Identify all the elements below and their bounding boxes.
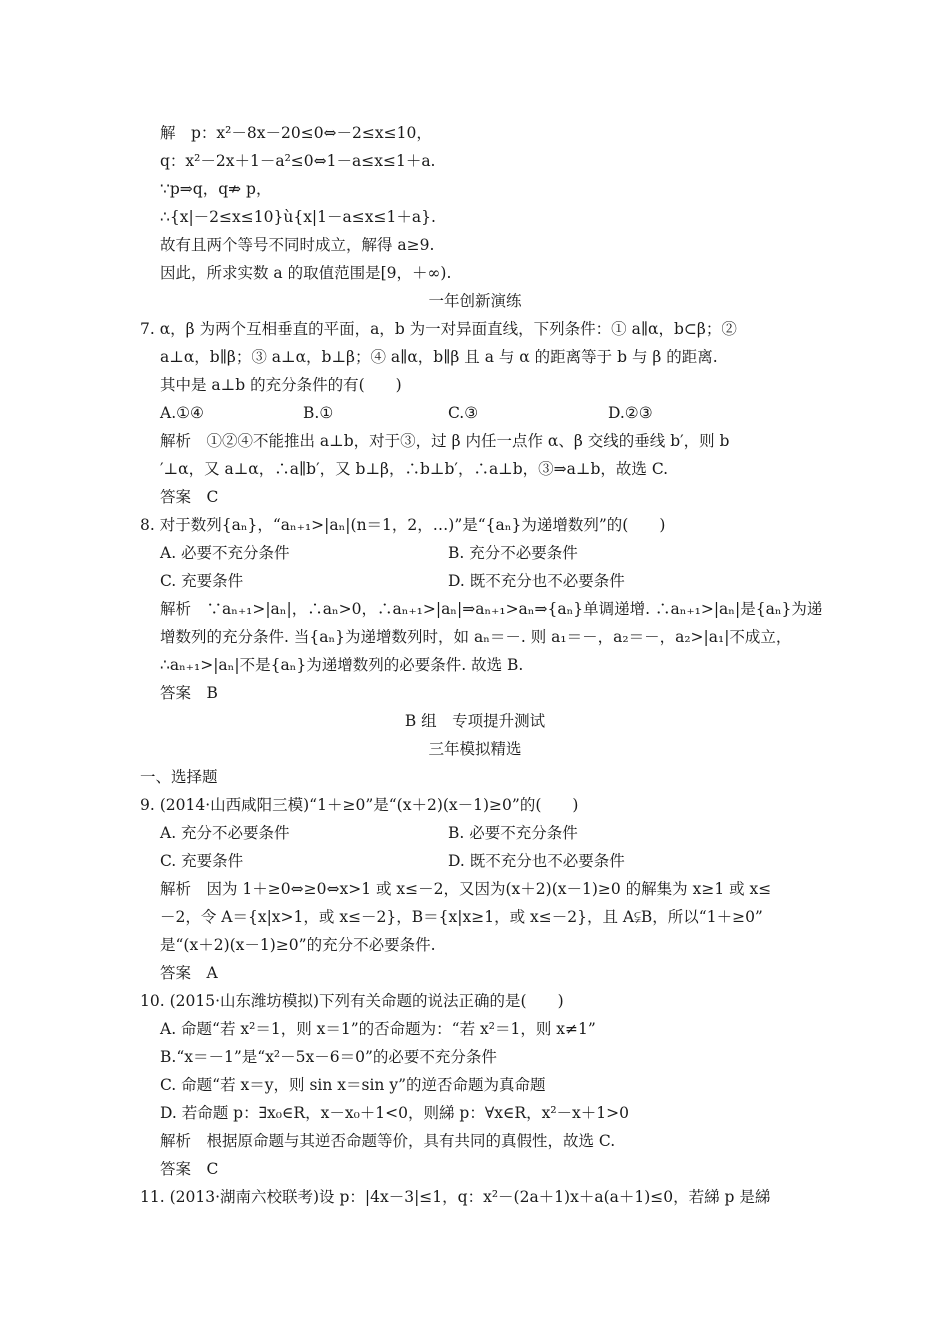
solution-line-result: 故有且两个等号不同时成立，解得 a≥9.: [160, 236, 435, 254]
q10-option-b: B.“x＝－1”是“x²－5x－6＝0”的必要不充分条件: [160, 1048, 497, 1066]
q7-option-d: D.②③: [608, 404, 653, 422]
q9-option-c: C. 充要条件: [160, 852, 244, 870]
q8-option-a: A. 必要不充分条件: [160, 544, 290, 562]
q9-analysis-line-1: 解析 因为 1＋≥0⇔≥0⇔x>1 或 x≤－2，又因为(x＋2)(x－1)≥0 的解集为 x≥1 或 x≤: [160, 880, 772, 898]
solution-line-implication: ∵p⇒q，q⇏ p，: [160, 180, 272, 198]
q8-option-b: B. 充分不必要条件: [448, 544, 578, 562]
q8-option-c: C. 充要条件: [160, 572, 244, 590]
question-7-line-3: 其中是 a⊥b 的充分条件的有( ): [160, 376, 402, 394]
q9-option-a: A. 充分不必要条件: [160, 824, 290, 842]
q7-analysis-line-2: ′⊥α，又 a⊥α，∴a∥b′，又 b⊥β，∴b⊥b′，∴a⊥b，③⇒a⊥b，故选 C.: [160, 460, 669, 478]
q9-analysis-line-3: 是“(x＋2)(x－1)≥0”的充分不必要条件.: [160, 936, 436, 954]
q10-option-c: C. 命题“若 x＝y，则 sin x＝sin y”的逆否命题为真命题: [160, 1076, 546, 1094]
q10-answer: 答案 C: [160, 1160, 219, 1178]
q8-answer: 答案 B: [160, 684, 218, 702]
q10-option-d: D. 若命题 p：∃x₀∈R，x－x₀＋1<0，则綈 p：∀x∈R，x²－x＋1>0: [160, 1104, 629, 1122]
question-11-stem: 11. (2013·湖南六校联考)设 p：|4x－3|≤1，q：x²－(2a＋1)x＋a(a＋1)≤0，若綈 p 是綈: [140, 1188, 771, 1206]
solution-line-set: ∴{x|－2≤x≤10}ù{x|1－a≤x≤1＋a}.: [160, 208, 436, 226]
q7-answer: 答案 C: [160, 488, 219, 506]
q8-analysis-line-1: 解析 ∵aₙ₊₁>|aₙ|，∴aₙ>0，∴aₙ₊₁>|aₙ|⇒aₙ₊₁>aₙ⇒{aₙ}单调递增. ∴aₙ₊₁>|aₙ|是{aₙ}为递: [160, 600, 823, 618]
question-7-line-2: a⊥α，b∥β；③ a⊥α，b⊥β；④ a∥α，b∥β 且 a 与 α 的距离等于 b 与 β 的距离.: [160, 348, 718, 366]
section-heading-innovation: 一年创新演练: [428, 292, 522, 310]
solution-line-q: q：x²－2x＋1－a²≤0⇔1－a≤x≤1＋a.: [160, 152, 436, 170]
q7-analysis-line-1: 解析 ①②④不能推出 a⊥b，对于③，过 β 内任一点作 α、β 交线的垂线 b′，则 b: [160, 432, 730, 450]
q7-option-b: B.①: [303, 404, 334, 422]
q10-analysis: 解析 根据原命题与其逆否命题等价，具有共同的真假性，故选 C.: [160, 1132, 616, 1150]
q8-analysis-line-3: ∴aₙ₊₁>|aₙ|不是{aₙ}为递增数列的必要条件. 故选 B.: [160, 656, 524, 674]
solution-line-p: 解 p：x²－8x－20≤0⇔－2≤x≤10，: [160, 124, 432, 142]
section-heading-multiple-choice: 一、选择题: [140, 768, 218, 786]
q9-option-d: D. 既不充分也不必要条件: [448, 852, 625, 870]
q10-option-a: A. 命题“若 x²＝1，则 x＝1”的否命题为：“若 x²＝1，则 x≠1”: [160, 1020, 596, 1038]
q8-analysis-line-2: 增数列的充分条件. 当{aₙ}为递增数列时，如 aₙ＝－. 则 a₁＝－，a₂＝－，a₂>|a₁|不成立，: [160, 628, 792, 646]
question-9-stem: 9. (2014·山西咸阳三模)“1＋≥0”是“(x＋2)(x－1)≥0”的( ): [140, 796, 579, 814]
section-heading-three-year: 三年模拟精选: [428, 740, 522, 758]
question-8-stem: 8. 对于数列{aₙ}，“aₙ₊₁>|aₙ|(n＝1，2，…)”是“{aₙ}为递增数列”的( ): [140, 516, 666, 534]
q7-option-a: A.①④: [160, 404, 204, 422]
question-10-stem: 10. (2015·山东潍坊模拟)下列有关命题的说法正确的是( ): [140, 992, 564, 1010]
q9-answer: 答案 A: [160, 964, 218, 982]
question-7-line-1: 7. α，β 为两个互相垂直的平面，a，b 为一对异面直线，下列条件：① a∥α，b⊂β；②: [140, 320, 737, 338]
q8-option-d: D. 既不充分也不必要条件: [448, 572, 625, 590]
section-heading-group-b: B 组 专项提升测试: [404, 712, 546, 730]
solution-line-range: 因此，所求实数 a 的取值范围是[9，＋∞).: [160, 264, 452, 282]
q9-option-b: B. 必要不充分条件: [448, 824, 578, 842]
q7-option-c: C.③: [448, 404, 479, 422]
q9-analysis-line-2: －2，令 A＝{x|x>1，或 x≤－2}，B＝{x|x≥1，或 x≤－2}，且 A⫋B，所以“1＋≥0”: [160, 908, 763, 926]
